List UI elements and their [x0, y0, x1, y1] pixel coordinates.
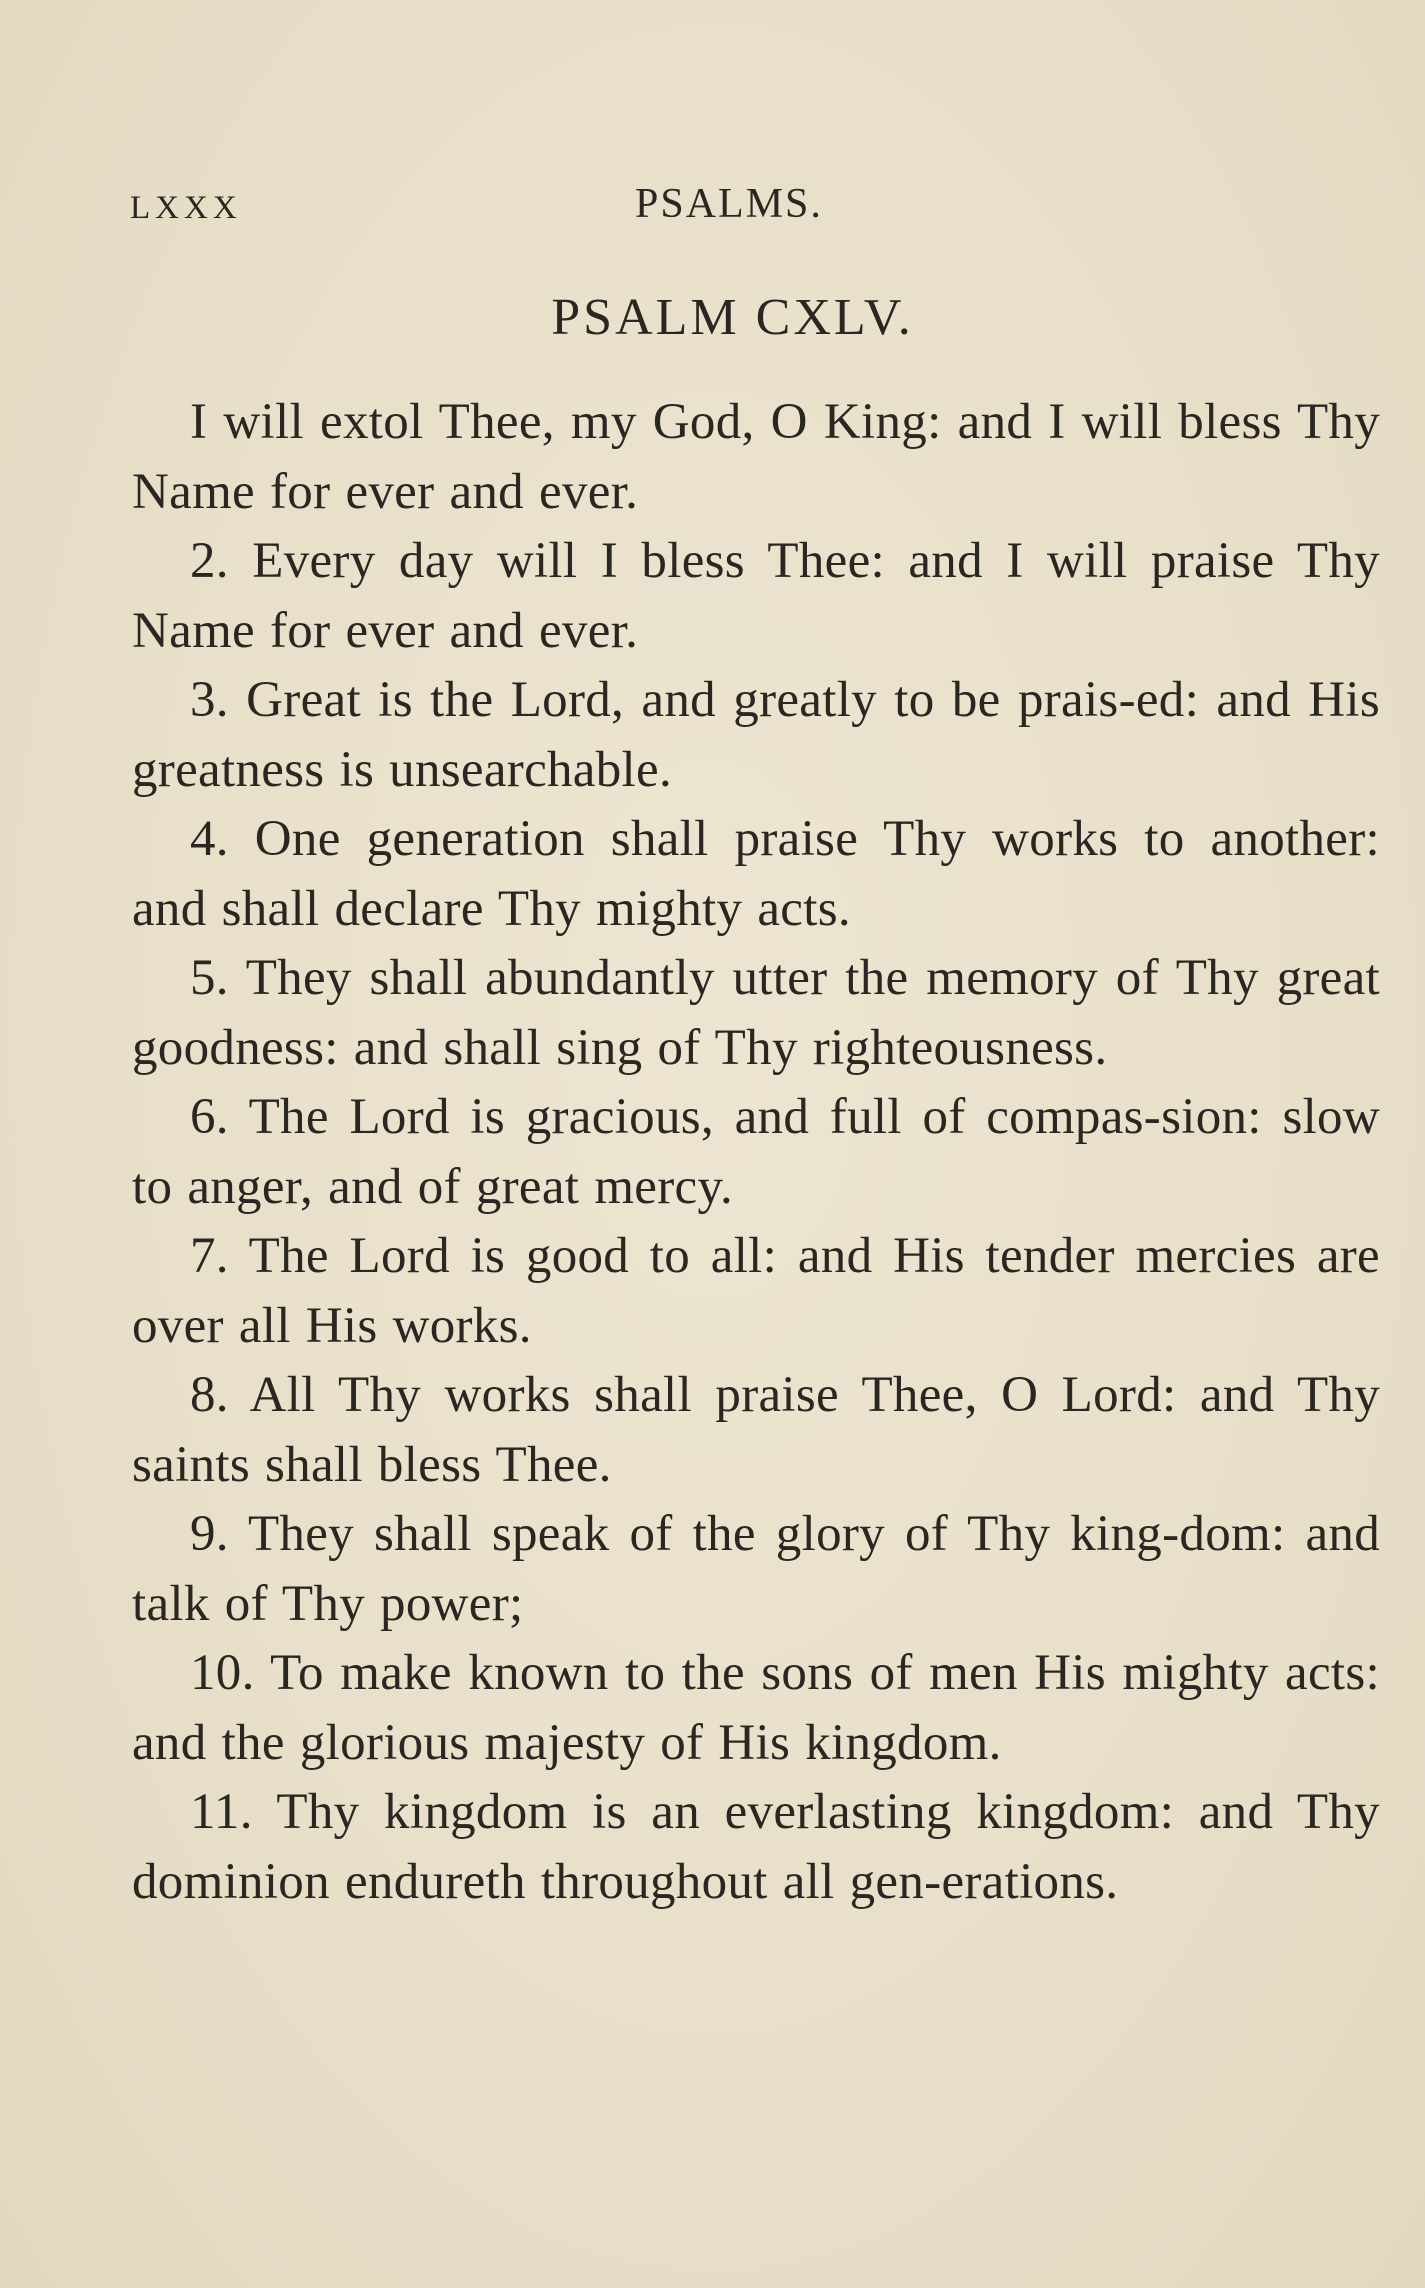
- running-head: [130, 180, 1380, 240]
- running-title: PSALMS.: [635, 181, 823, 227]
- verse-6: 6. The Lord is gracious, and full of compas-sion: slow to anger, and of great mercy.: [132, 1089, 1380, 1215]
- psalm-title: PSALM CXLV.: [551, 289, 914, 346]
- verse-2: 2. Every day will I bless Thee: and I will praise Thy Name for ever and ever.: [132, 533, 1380, 659]
- verse-10: 10. To make known to the sons of men His mighty acts: and the glorious majesty of His kingdom.: [132, 1645, 1380, 1771]
- verse-7: 7. The Lord is good to all: and His tender mercies are over all His works.: [132, 1228, 1380, 1354]
- verse-5: 5. They shall abundantly utter the memory of Thy great goodness: and shall sing of Thy righteousness.: [132, 950, 1380, 1076]
- verse-9: 9. They shall speak of the glory of Thy king-dom: and talk of Thy power;: [132, 1506, 1380, 1632]
- psalm-text: [132, 388, 1380, 1917]
- verse-8: 8. All Thy works shall praise Thee, O Lord: and Thy saints shall bless Thee.: [132, 1367, 1380, 1493]
- verse-11: 11. Thy kingdom is an everlasting kingdom: and Thy dominion endureth throughout all gen-erations.: [132, 1784, 1380, 1910]
- verse-3: 3. Great is the Lord, and greatly to be prais-ed: and His greatness is unsearchable.: [132, 672, 1380, 798]
- verse-1: I will extol Thee, my God, O King: and I will bless Thy Name for ever and ever.: [132, 394, 1380, 520]
- verse-4: 4. One generation shall praise Thy works to another: and shall declare Thy mighty acts.: [132, 811, 1380, 937]
- page-folio: LXXX: [130, 190, 242, 226]
